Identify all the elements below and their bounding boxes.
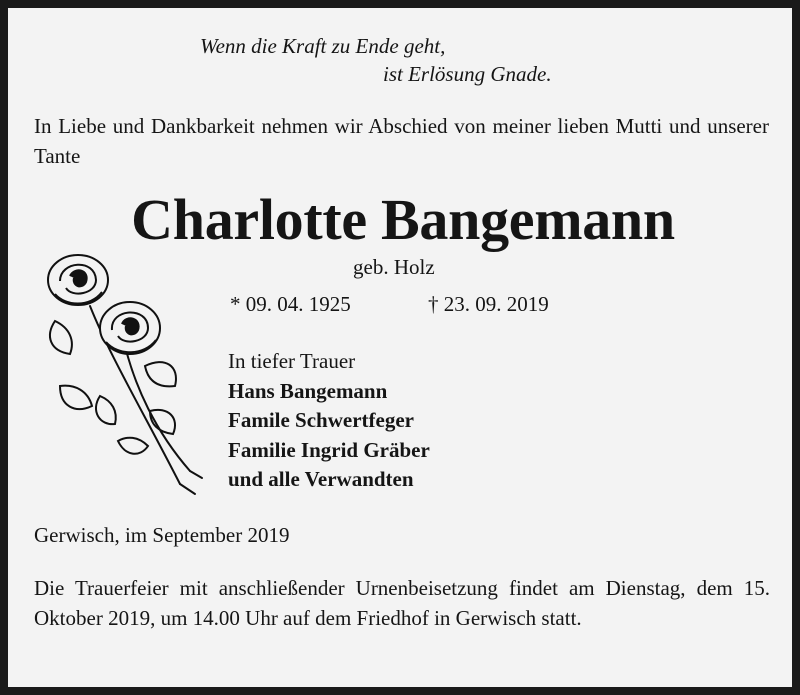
motto-line-1: Wenn die Kraft zu Ende geht, [200, 34, 446, 58]
roses-illustration-icon [30, 246, 205, 496]
birth-name: geb. Holz [353, 255, 435, 279]
mourner-name: Hans Bangemann [228, 378, 388, 403]
mourner-name: und alle Verwandten [228, 467, 414, 491]
death-date: † 23. 09. 2019 [428, 292, 549, 316]
place-and-date: Gerwisch, im September 2019 [34, 523, 290, 547]
funeral-service-info: Die Trauerfeier mit anschließender Urnenbeisetzung findet am Dienstag, dem 15. Oktober 2019, um 14.00 Uhr auf dem Friedhof in Gerwisch statt. [34, 576, 770, 630]
intro-text: In Liebe und Dankbarkeit nehmen wir Abschied von meiner lieben Mutti und unserer Tante [34, 114, 769, 168]
mourner-name: Famile Schwertfeger [228, 408, 414, 432]
birth-date: * 09. 04. 1925 [230, 292, 351, 316]
obituary-notice [8, 8, 792, 687]
deceased-name: Charlotte Bangemann [131, 187, 675, 252]
mourners-heading: In tiefer Trauer [228, 349, 356, 373]
motto-line-2: ist Erlösung Gnade. [383, 62, 552, 86]
mourners-block [228, 347, 430, 495]
mourner-name: Familie Ingrid Gräber [228, 437, 430, 462]
life-dates [230, 292, 549, 317]
